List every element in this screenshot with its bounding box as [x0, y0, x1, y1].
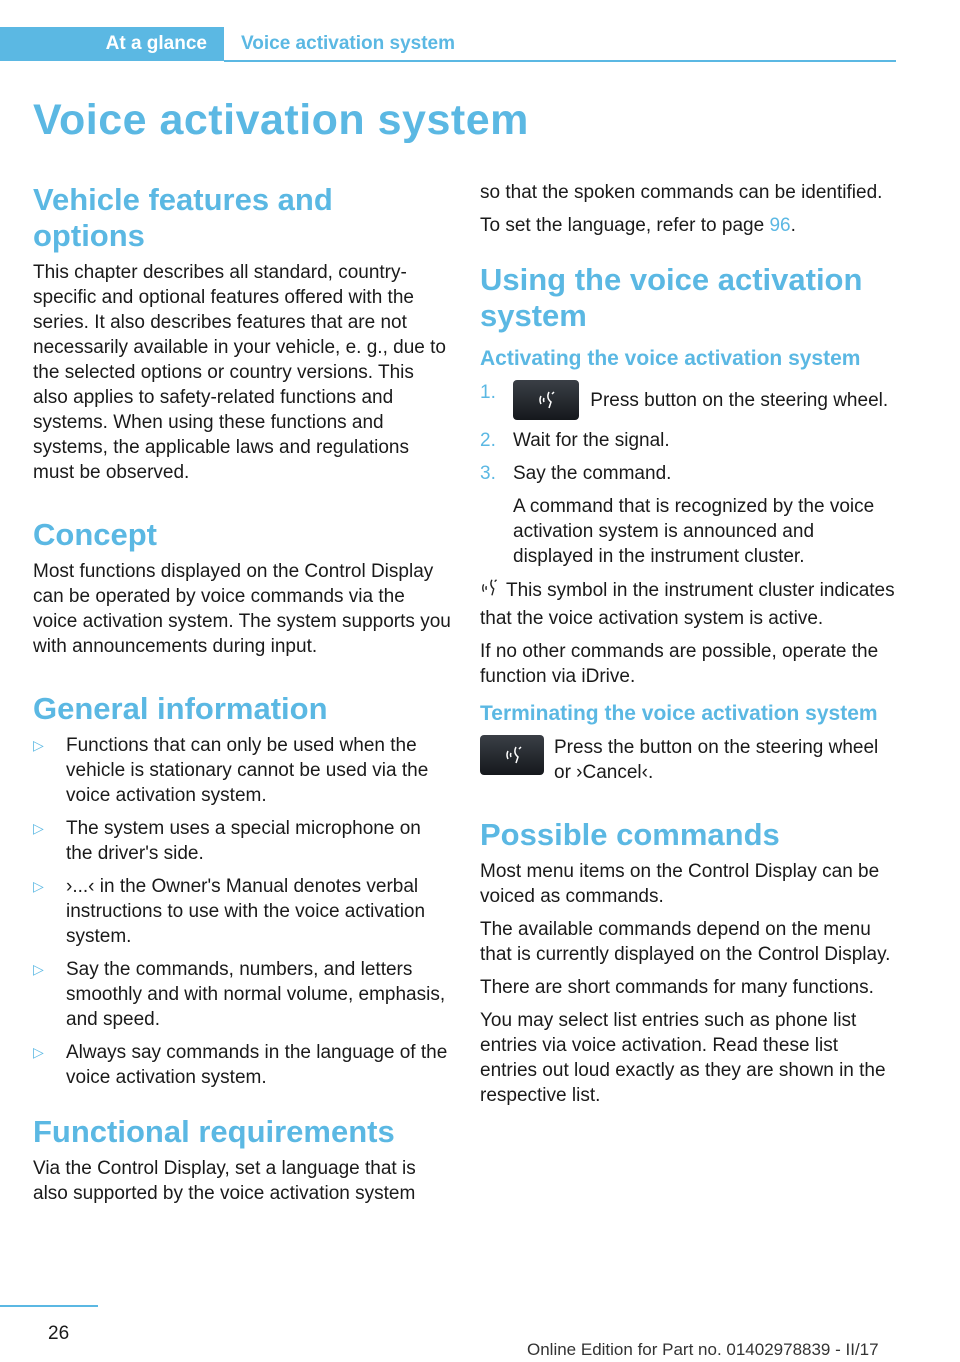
- activation-steps: [480, 380, 898, 486]
- terminating-row: [480, 735, 898, 785]
- subsection-title-terminating: Terminating the voice activation system: [480, 702, 878, 725]
- functional-paragraph: Via the Control Display, set a language that is also supported by the voice activation system: [33, 1158, 416, 1204]
- voice-button-icon: [513, 380, 579, 420]
- bullet-triangle-icon: ▷: [33, 1044, 44, 1060]
- section-title-functional: Functional requirements: [33, 1114, 395, 1149]
- header-divider: [224, 60, 896, 62]
- page-number: 26: [48, 1323, 70, 1344]
- step-item: 3. Say the command.: [480, 463, 672, 484]
- step-item: 1. Press button on the steering wheel.: [480, 380, 898, 420]
- subsection-title-activating: Activating the voice activation system: [480, 347, 861, 370]
- bullet-triangle-icon: ▷: [33, 820, 44, 836]
- language-paragraph: To set the language, refer to page 96.: [480, 215, 796, 236]
- continued-paragraph: so that the spoken commands can be identified.: [480, 182, 883, 203]
- possible-paragraph-4: You may select list entries such as phone list entries via voice activation. Read these list entries out loud exactly as they are shown in the respective list.: [480, 1010, 886, 1106]
- features-paragraph: This chapter describes all standard, country-specific and optional features offered with the series. It also describes features that are not necessarily available in your vehicle, e. g., due to the selected options or country versions. This also applies to safety-related functions and systems. When using these functions and systems, the applicable laws and regulations must be observed.: [33, 262, 446, 483]
- list-item: ▷ Always say commands in the language of the voice activation system.: [33, 1042, 448, 1088]
- terminating-paragraph: Press the button on the steering wheel or ›Cancel‹.: [554, 737, 879, 783]
- list-item: ▷ Say the commands, numbers, and letters smoothly and with normal volume, emphasis, and speed.: [33, 959, 446, 1030]
- list-item: ▷ Functions that can only be used when the vehicle is stationary cannot be used via the voice activation system.: [33, 735, 429, 806]
- page-title: Voice activation system: [33, 96, 529, 144]
- section-title-features: Vehicle features and options: [33, 182, 333, 253]
- left-column: [33, 182, 451, 1214]
- general-info-list: [33, 733, 451, 1090]
- symbol-paragraph: This symbol in the instrument cluster indicates that the voice activation system is active.: [480, 577, 898, 631]
- section-title-using: Using the voice activation system: [480, 262, 863, 333]
- bullet-triangle-icon: ▷: [33, 737, 44, 753]
- page-reference-link[interactable]: 96: [769, 215, 791, 236]
- possible-paragraph-1: Most menu items on the Control Display can be voiced as commands.: [480, 861, 880, 907]
- right-column: [480, 180, 898, 1116]
- concept-paragraph: Most functions displayed on the Control Display can be operated by voice commands via the voice activation system. The system supports you with announcements during input.: [33, 561, 451, 657]
- footer-divider: [0, 1305, 98, 1307]
- list-item: ▷ The system uses a special microphone on the driver's side.: [33, 818, 421, 864]
- header-breadcrumb: Voice activation system: [241, 33, 456, 54]
- possible-paragraph-2: The available commands depend on the menu that is currently displayed on the Control Display.: [480, 919, 891, 965]
- iDrive-paragraph: If no other commands are possible, operate the function via iDrive.: [480, 641, 879, 687]
- section-title-possible: Possible commands: [480, 817, 780, 852]
- voice-symbol-icon: [480, 577, 506, 606]
- header-tab: At a glance: [0, 27, 224, 61]
- edition-note: Online Edition for Part no. 01402978839 - II/17: [527, 1340, 879, 1359]
- step3-detail: A command that is recognized by the voice activation system is announced and displayed in the instrument cluster.: [513, 496, 875, 567]
- voice-button-icon: [480, 735, 544, 775]
- section-title-concept: Concept: [33, 517, 157, 552]
- list-item: ▷ ›...‹ in the Owner's Manual denotes verbal instructions to use with the voice activation system.: [33, 876, 426, 947]
- step-item: 2. Wait for the signal.: [480, 430, 670, 451]
- bullet-triangle-icon: ▷: [33, 961, 44, 977]
- possible-paragraph-3: There are short commands for many functions.: [480, 977, 874, 998]
- bullet-triangle-icon: ▷: [33, 878, 44, 894]
- section-title-general: General information: [33, 691, 328, 726]
